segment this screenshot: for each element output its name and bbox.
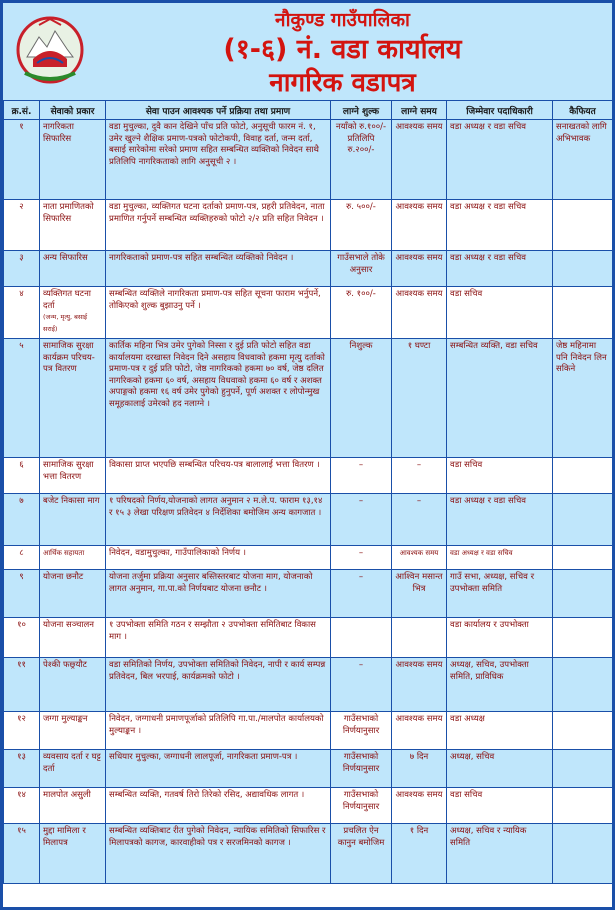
cell-process: निवेदन, जग्गाधनी प्रमाणपूर्जाको प्रतिलिपि गा.पा./मालपोत कार्यालयको मुल्याङ्कन । — [106, 712, 331, 750]
cell-time: आवश्यक समय — [392, 120, 447, 200]
municipality-name: नौकुण्ड गाउँपालिका — [275, 9, 410, 31]
cell-official: सम्बन्धित व्यक्ति, वडा सचिव — [447, 339, 553, 458]
cell-official: वडा सचिव — [447, 458, 553, 494]
cell-process: कार्तिक महिना भित्र उमेर पुगेको निस्सा र दुई प्रति फोटो सहित वडा कार्यालयमा दरखास्त निवेदन दिने असहाय विधवाको हकमा मृत्यु दर्ताको प्रमाण-पत्र र दुई प्रति फोटो, जेष्ठ नागरिकको हकमा ७० वर्ष, जेष्ठ दलित नागरिकको हकमा ६० वर्ष, असहाय विधवाको हकमा ६० वर्ष र अशक्त अपाङ्गको हकमा १६ वर्ष उमेर पुगेको हुनुपर्ने, पूर्ण अशक्त र लोपोन्मुख समूहकालाई उमेरको हद नलाग्ने । — [106, 339, 331, 458]
col-header-official: जिम्मेवार पदाधिकारी — [447, 101, 553, 120]
cell-serial: १० — [4, 618, 40, 658]
cell-fee: निशुल्क — [331, 339, 392, 458]
cell-service: बजेट निकासा माग — [40, 494, 106, 546]
cell-remarks — [553, 287, 613, 339]
header-banner — [3, 3, 612, 100]
cell-serial: ३ — [4, 251, 40, 287]
cell-serial: ७ — [4, 494, 40, 546]
cell-serial: ४ — [4, 287, 40, 339]
table-row — [4, 458, 613, 494]
cell-remarks: जेष्ठ महिनामा पनि निवेदन लिन सकिने — [553, 339, 613, 458]
cell-time: आवश्यक समय — [392, 658, 447, 712]
cell-remarks — [553, 788, 613, 824]
table-row — [4, 339, 613, 458]
cell-official: अध्यक्ष, सचिव — [447, 750, 553, 788]
cell-time — [392, 618, 447, 658]
table-row — [4, 494, 613, 546]
cell-official: वडा अध्यक्ष — [447, 712, 553, 750]
cell-serial: १५ — [4, 824, 40, 884]
cell-fee: – — [331, 570, 392, 618]
cell-remarks — [553, 824, 613, 884]
cell-process: योजना तर्जुमा प्रक्रिया अनुसार बस्तिस्तरबाट योजना माग, योजनाको लागत अनुमान, गा.पा.को निर्णयबाट योजना छनौट । — [106, 570, 331, 618]
cell-fee: नयाँको रु.१००/- प्रतिलिपि रु.२००/- — [331, 120, 392, 200]
table-row — [4, 570, 613, 618]
cell-fee: गाउँसभाको निर्णयानुसार — [331, 712, 392, 750]
table-row — [4, 824, 613, 884]
cell-service: आर्थिक सहायता — [40, 546, 106, 570]
cell-serial: १३ — [4, 750, 40, 788]
cell-serial: ५ — [4, 339, 40, 458]
cell-time: आश्विन मसान्त भित्र — [392, 570, 447, 618]
table-row — [4, 120, 613, 200]
table-row — [4, 287, 613, 339]
cell-process: सम्बन्धित व्यक्तिले नागरिकता प्रमाण-पत्र सहित सूचना फाराम भर्नुपर्ने, तोकिएको शुल्क बुझाउनु पर्ने । — [106, 287, 331, 339]
cell-official: अध्यक्ष, सचिव, उपभोक्ता समिति, प्राविधिक — [447, 658, 553, 712]
cell-process: नागरिकताको प्रमाण-पत्र सहित सम्बन्धित व्यक्तिको निवेदन । — [106, 251, 331, 287]
cell-process: वडा समितिको निर्णय, उपभोक्ता समितिको निवेदन, नापी र कार्य सम्पन्न प्रतिवेदन, बिल भरपाई, कार्यक्रमको फोटो । — [106, 658, 331, 712]
cell-official: वडा अध्यक्ष र वडा सचिव — [447, 200, 553, 251]
cell-time: आवश्यक समय — [392, 251, 447, 287]
cell-official: वडा सचिव — [447, 788, 553, 824]
cell-official: वडा कार्यालय र उपभोक्ता — [447, 618, 553, 658]
cell-service: व्यवसाय दर्ता र घट्ट दर्ता — [40, 750, 106, 788]
cell-fee: रु. १००/- — [331, 287, 392, 339]
cell-serial: २ — [4, 200, 40, 251]
cell-time: आवश्यक समय — [392, 200, 447, 251]
cell-process: १ उपभोक्ता समिति गठन र सम्झौता २ उपभोक्ता समितिबाट विकास माग । — [106, 618, 331, 658]
col-header-process: सेवा पाउन आवश्यक पर्ने प्रक्रिया तथा प्रमाण — [106, 101, 331, 120]
cell-time: आवश्यक समय — [392, 712, 447, 750]
table-row — [4, 546, 613, 570]
cell-fee: – — [331, 546, 392, 570]
cell-fee: गाउँसभाको निर्णयानुसार — [331, 750, 392, 788]
cell-process: सधियार मुचुल्का, जग्गाधनी लालपूर्जा, नागरिकता प्रमाण-पत्र । — [106, 750, 331, 788]
table-row — [4, 712, 613, 750]
cell-service: मालपोत असुली — [40, 788, 106, 824]
table-header-row — [4, 101, 613, 120]
cell-process: वडा मुचुल्का, दुवै कान देखिने पाँच प्रति फोटो, अनुसूची फारम नं. १, उमेर खुल्ने शैक्षिक प्रमाण-पत्रको फोटोकपी, विवाह दर्ता, जन्म दर्ता, बसाई सारेकोमा सरेको प्रमाण सहित सम्बन्धित व्यक्तिको निवेदन साथै प्रतिलिपि नागरिकताको लागि अनुसूची २ । — [106, 120, 331, 200]
cell-fee: – — [331, 458, 392, 494]
cell-time: आवश्यक समय — [392, 287, 447, 339]
cell-official: वडा अध्यक्ष र वडा सचिव — [447, 251, 553, 287]
cell-time: १ दिन — [392, 824, 447, 884]
cell-service: नाता प्रमाणितको सिफारिस — [40, 200, 106, 251]
col-header-serial: क्र.सं. — [4, 101, 40, 120]
cell-time: १ घण्टा — [392, 339, 447, 458]
cell-fee: – — [331, 494, 392, 546]
col-header-remarks: कैफियत — [553, 101, 613, 120]
cell-time: आवश्यक समय — [392, 788, 447, 824]
cell-process: सम्बन्धित व्यक्ति, गतवर्ष तिरो तिरेको रसिद, अद्यावधिक लागत । — [106, 788, 331, 824]
col-header-service: सेवाको प्रकार — [40, 101, 106, 120]
table-row — [4, 251, 613, 287]
table-row — [4, 658, 613, 712]
cell-serial: ८ — [4, 546, 40, 570]
table-row — [4, 788, 613, 824]
cell-serial: १४ — [4, 788, 40, 824]
table-row — [4, 750, 613, 788]
cell-remarks — [553, 458, 613, 494]
cell-time: – — [392, 494, 447, 546]
cell-remarks: सनाखतको लागि अभिभावक — [553, 120, 613, 200]
cell-service: मुद्दा मामिला र मिलापत्र — [40, 824, 106, 884]
cell-official: वडा अध्यक्ष र वडा सचिव — [447, 546, 553, 570]
cell-fee — [331, 618, 392, 658]
cell-remarks — [553, 494, 613, 546]
cell-process: वडा मुचुल्का, व्यक्तिगत घटना दर्ताको प्रमाण-पत्र, प्रहरी प्रतिवेदन, नाता प्रमाणित गर्नुपर्ने सम्बन्धित व्यक्तिहरुको फोटो २/२ प्रति सहित निवेदन । — [106, 200, 331, 251]
cell-official: वडा सचिव — [447, 287, 553, 339]
cell-remarks — [553, 750, 613, 788]
cell-service: सामाजिक सुरक्षा कार्यक्रम परिचय-पत्र वितरण — [40, 339, 106, 458]
cell-serial: १ — [4, 120, 40, 200]
cell-official: वडा अध्यक्ष र वडा सचिव — [447, 494, 553, 546]
cell-remarks — [553, 200, 613, 251]
cell-fee: प्रचलित ऐन कानुन बमोजिम — [331, 824, 392, 884]
cell-service: सामाजिक सुरक्षा भत्ता वितरण — [40, 458, 106, 494]
cell-remarks — [553, 712, 613, 750]
cell-time: आवश्यक समय — [392, 546, 447, 570]
cell-remarks — [553, 546, 613, 570]
cell-time: ७ दिन — [392, 750, 447, 788]
cell-official: वडा अध्यक्ष र वडा सचिव — [447, 120, 553, 200]
cell-service: योजना सञ्चालन — [40, 618, 106, 658]
cell-official: गाउँ सभा, अध्यक्ष, सचिव र उपभोक्ता समिति — [447, 570, 553, 618]
col-header-fee: लाग्ने शुल्क — [331, 101, 392, 120]
cell-fee: गाउँसभाको निर्णयानुसार — [331, 788, 392, 824]
cell-service: जग्गा मुल्याङ्कन — [40, 712, 106, 750]
cell-process: १ परिषदको निर्णय,योजनाको लागत अनुमान २ म.ले.प. फाराम १३,१४ र १५ ३ लेखा परिक्षण प्रतिवेदन ४ निर्देशिका बमोजिम अन्य कागजात । — [106, 494, 331, 546]
cell-process: विकासा प्राप्त भएपछि सम्बन्धित परिचय-पत्र बालालाई भत्ता वितरण । — [106, 458, 331, 494]
cell-service: अन्य सिफारिस — [40, 251, 106, 287]
cell-serial: १२ — [4, 712, 40, 750]
cell-serial: ६ — [4, 458, 40, 494]
cell-service: योजना छनौट — [40, 570, 106, 618]
col-header-time: लाग्ने समय — [392, 101, 447, 120]
citizen-charter-table — [3, 100, 613, 884]
table-row — [4, 200, 613, 251]
service-name: व्यक्तिगत घटना दर्ता — [43, 289, 91, 311]
cell-remarks — [553, 658, 613, 712]
cell-official: अध्यक्ष, सचिव र न्यायिक समिति — [447, 824, 553, 884]
cell-fee: गाउँसभाले तोके अनुसार — [331, 251, 392, 287]
charter-title: नागरिक वडापत्र — [269, 68, 416, 98]
cell-time: – — [392, 458, 447, 494]
cell-remarks — [553, 618, 613, 658]
cell-process: निवेदन, वडामुचुल्का, गाउँपालिकाको निर्णय । — [106, 546, 331, 570]
nepal-emblem-icon — [15, 13, 85, 87]
header-titles — [93, 7, 592, 99]
cell-serial: ९ — [4, 570, 40, 618]
cell-service — [40, 287, 106, 339]
cell-serial: ११ — [4, 658, 40, 712]
cell-fee: रु. ५००/- — [331, 200, 392, 251]
cell-service: पेश्की फछ्र्यौट — [40, 658, 106, 712]
service-note: (जन्म, मृत्यु, बसाई सराई) — [43, 313, 88, 333]
cell-remarks — [553, 251, 613, 287]
cell-process: सम्बन्धित व्यक्तिबाट रीत पुगेको निवेदन, न्यायिक समितिको सिफारिस र मिलापत्रको कागज, कारवाहीको पत्र र सरजमिनको कागज । — [106, 824, 331, 884]
cell-service: नागरिकता सिफारिस — [40, 120, 106, 200]
cell-fee: – — [331, 658, 392, 712]
cell-remarks — [553, 570, 613, 618]
ward-office-title: (१-६) नं. वडा कार्यालय — [223, 34, 462, 65]
table-row — [4, 618, 613, 658]
